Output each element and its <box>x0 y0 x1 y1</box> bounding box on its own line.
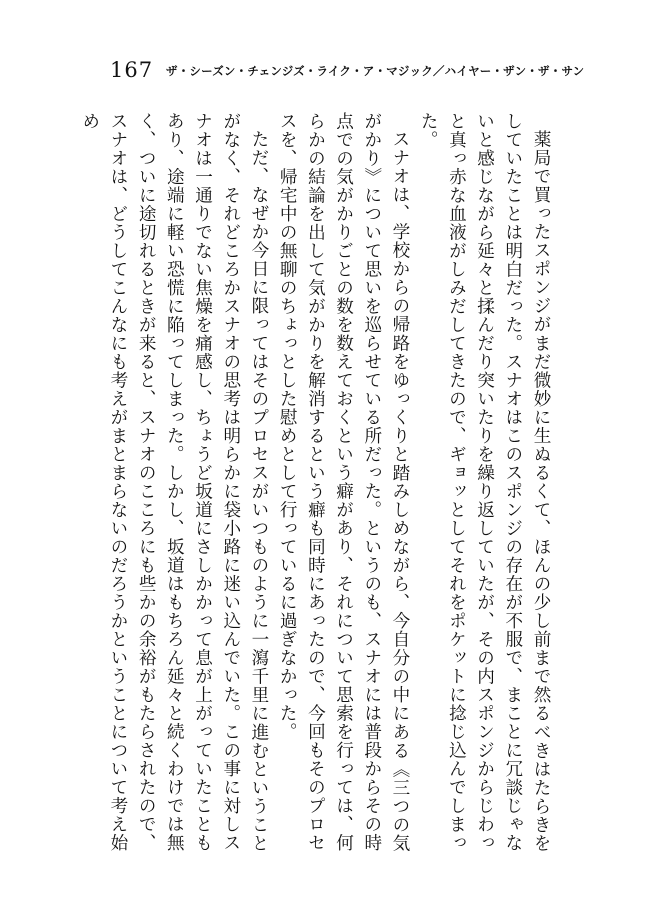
paragraph-3: ただ、なぜか今日に限ってはそのプロセスがいつものように一瀉千里に進むということがなく、それどころかスナオの思考は明らかに袋小路に迷い込んでいた。この事に対しスナオは一通りでない焦燥を痛感し、ちょうど坂道にさしかかって息が上がっていたこともあり、途端に軽い恐慌に陥ってしまった。しかし、坂道はもちろん延々と続くわけでは無く、ついに途切れるときが来ると、スナオのこころにも些かの余裕がもたらされたので、スナオは、どうしてこんなにも考えがまとまらないのだろうかということについて考え始め <box>79 112 269 852</box>
page-header <box>110 58 585 88</box>
page-number: 167 <box>110 58 154 82</box>
vertical-body-text <box>79 112 555 852</box>
running-title: ザ・シーズン・チェンジズ・ライク・ア・マジック／ハイヤー・ザン・ザ・サン <box>166 64 585 78</box>
paragraph-1: 薬局で買ったスポンジがまだ微妙に生ぬるくて、ほんの少し前まで然るべきはたらきをしていたことは明白だった。スナオはこのスポンジの存在が不服で、まことに冗談じゃないと感じながら延々と揉んだり突いたりを繰り返していたが、その内スポンジからじわっと真っ赤な血液がしみだしてきたので、ギョッとしてそれをポケットに捻じ込んでしまった。 <box>418 112 551 852</box>
paragraph-2: スナオは、学校からの帰路をゆっくりと踏みしめながら、今自分の中にある《三つの気がかり》について思いを巡らせている所だった。というのも、スナオには普段からその時点での気がかりごとの数を数えておくという癖があり、それについて思索を行っては、何らかの結論を出して気がかりを解消するという癖も同時にあったので、今回もそのプロセスを、帰宅中の無聊のちょっとした慰めとして行っているに過ぎなかった。 <box>277 112 410 852</box>
